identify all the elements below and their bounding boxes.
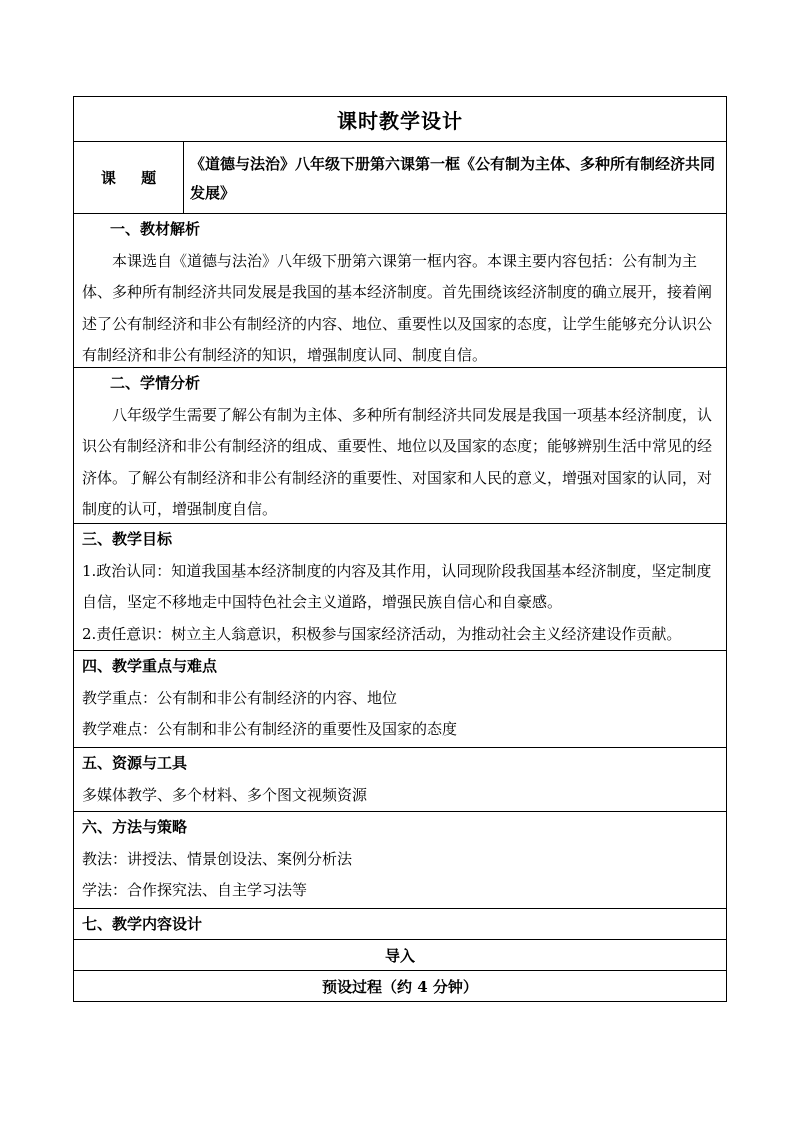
- section-body: 八年级学生需要了解公有制为主体、多种所有制经济共同发展是我国一项基本经济制度，认识公有制经济和非公有制经济的组成、重要性、地位以及国家的态度；能够辨别生活中常见的经济体。了解公有制经济和非公有制经济的重要性、对国家和人民的意义，增强对国家的认同，对制度的认可，增强制度自信。: [82, 405, 713, 518]
- difficulty-line: 教学难点：公有制和非公有制经济的重要性及国家的态度: [82, 720, 458, 738]
- topic-value: 《道德与法治》八年级下册第六课第一框《公有制为主体、多种所有制经济共同发展》: [190, 155, 716, 202]
- document-title: 课时教学设计: [337, 108, 463, 133]
- section-key-points: [74, 650, 726, 747]
- section-heading: 一、教材解析: [110, 220, 201, 238]
- learning-method-line: 学法：合作探究法、自主学习法等: [82, 881, 308, 899]
- topic-row: [74, 141, 726, 213]
- section-textbook-analysis: [74, 213, 726, 367]
- section-student-analysis: [74, 367, 726, 523]
- teaching-method-line: 教法：讲授法、情景创设法、案例分析法: [82, 849, 353, 868]
- lesson-plan-table: [73, 96, 727, 1002]
- section-heading: 五、资源与工具: [82, 754, 188, 772]
- section-heading: 二、学情分析: [110, 374, 201, 392]
- objective-item: 1.政治认同：知道我国基本经济制度的内容及其作用，认同现阶段我国基本经济制度，坚定制度自信，坚定不移地走中国特色社会主义道路，增强民族自信心和自豪感。: [82, 561, 712, 611]
- section-resources: [74, 747, 726, 811]
- section-teaching-objectives: [74, 523, 726, 650]
- process-row: 预设过程（约 4 分钟）: [74, 970, 726, 1001]
- section-methods: [74, 811, 726, 908]
- section-body: 本课选自《道德与法治》八年级下册第六课第一框内容。本课主要内容包括：公有制为主体、多种所有制经济共同发展是我国的基本经济制度。首先围绕该经济制度的确立展开，接着阐述了公有制经济和非公有制经济的内容、地位、重要性以及国家的态度，让学生能够充分认识公有制经济和非公有制经济的知识，增强制度认同、制度自信。: [82, 251, 713, 364]
- resources-line: 多媒体教学、多个材料、多个图文视频资源: [82, 785, 368, 804]
- key-point-line: 教学重点：公有制和非公有制经济的内容、地位: [82, 688, 398, 707]
- objective-item: 2.责任意识：树立主人翁意识，积极参与国家经济活动，为推动社会主义经济建设作贡献。: [82, 624, 682, 643]
- section-heading: 六、方法与策略: [82, 818, 188, 836]
- section-heading: 四、教学重点与难点: [82, 657, 218, 675]
- topic-label: 课 题: [74, 142, 184, 213]
- intro-row: 导入: [74, 939, 726, 970]
- section-content-design: [74, 908, 726, 939]
- section-heading: 三、教学目标: [82, 530, 173, 548]
- section-heading: 七、教学内容设计: [82, 915, 203, 933]
